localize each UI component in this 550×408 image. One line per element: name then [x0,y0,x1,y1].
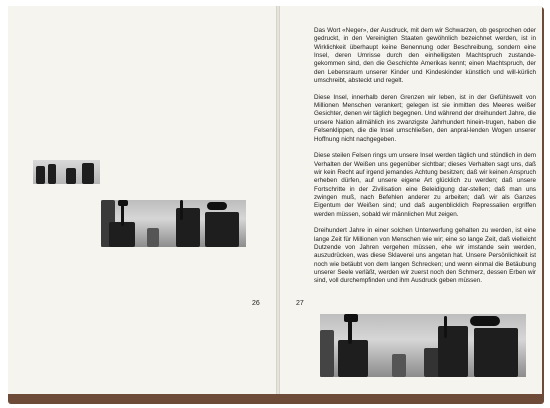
large-photo-workers-left [101,200,246,247]
large-photo-workers-right [320,314,526,377]
paragraph-4: Dreihundert Jahre in einer solchen Unterwerfung gehalten zu werden, ist eine lange Zeit für Millionen von Menschen wie wir; eine so lange Zeit, daß vielleicht Dutzende von Jahren vergehen müssen, ehe wir imstande sein werden, auszudrücken, was diese Sklaverei uns angetan hat. Unsere Persönlichkeit ist noch wie betäubt von dem langen Schrecken; und wenn einmal die Betäubung unserer Seele verläßt, werden wir zuerst noch den Schmerz, dessen Erben wir sind, voll durchempfinden und ihm Ausdruck geben müssen. [314,227,536,285]
paragraph-1: Das Wort «Neger», der Ausdruck, mit dem wir Schwarzen, ob gesprochen oder gedruckt, in den Vereinigten Staaten gewöhnlich bezeichnet werden, ist in Wirklichkeit überhaupt keine Benennung oder Beschreibung, sondern eine Insel, deren Umrisse durch den einhelligsten Machtspruch zustande-gekommen sind, den die Geschichte Amerikas kennt; einen Machtspruch, der den Lebensraum unserer Kinder und Kindeskinder künstlich und will-kürlich umschreibt, absteckt und regelt. [314,27,536,85]
book-gutter [276,6,280,394]
right-page-number: 27 [296,300,304,307]
left-page-number: 26 [252,300,260,307]
paragraph-2: Diese Insel, innerhalb deren Grenzen wir leben, ist in der Gefühlswelt von Millionen Menschen verankert; gelegen ist sie inmitten des Meeres weißer Gesichter, denen wir täglich begegnen. Und während der dreihundert Jahre, die unsere Nation allmählich ins zwanzigste Jahrhundert hinein-trugen, haben die Felsenklippen, die die Insel umschließen, den anpral-lenden Wogen unserer Hoffnung nicht nachgegeben. [314,93,536,143]
paragraph-3: Diese steilen Felsen rings um unsere Insel werden täglich und stündlich in dem Verhalten der Weißen uns gegenüber sichtbar; dieses Verhalten sagt uns, daß wir kein Recht auf irgend jemandes Achtung besitzen; daß wir keinen Anspruch erheben dürfen, auf unsere eigene Art glücklich zu werden; daß unsere Fortschritte in der Zivilisation eine Beleidigung dar-stellen; daß man uns zwingen muß, nach Befehlen anderer zu arbeiten; daß wir als Ganzes Eigentum der Weißen sind; und daß augenblicklich Repressalien ergriffen werden müssen, sobald wir männlichen Mut zeigen. [314,152,536,218]
small-photo-workers [33,160,100,184]
body-text [314,27,536,294]
